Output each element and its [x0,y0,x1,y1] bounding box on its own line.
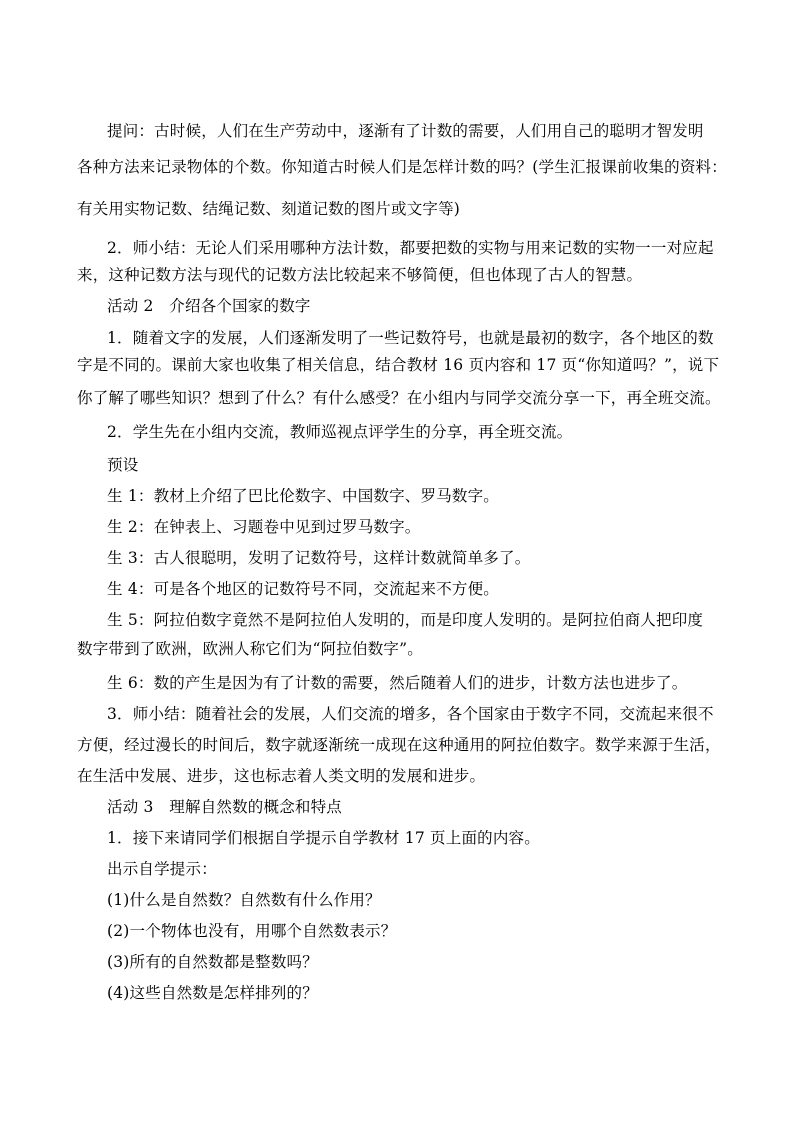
activity-3-heading: 活动 3 理解自然数的概念和特点 [107,798,342,816]
paragraph-question-line-1: 提问：古时候，人们在生产劳动中，逐渐有了计数的需要，人们用自己的聪明才智发明 [107,122,704,140]
paragraph-question-line-3: 有关用实物记数、结绳记数、刻道记数的图片或文字等) [77,200,461,218]
self-study-hint-label: 出示自学提示： [107,860,217,878]
paragraph-question-line-2: 各种方法来记录物体的个数。你知道古时候人们是怎样计数的吗？(学生汇报课前收集的资料： [77,158,727,176]
summary-3-line-1: 3．师小结：随着社会的发展，人们交流的增多，各个国家由于数字不同，交流起来很不 [107,705,714,723]
student-5-line-2: 数字带到了欧洲，欧洲人称它们为“阿拉伯数字”。 [77,640,423,658]
activity-2-item-2: 2．学生先在小组内交流，教师巡视点评学生的分享，再全班交流。 [107,423,573,441]
student-1: 生 1：教材上介绍了巴比伦数字、中国数字、罗马数字。 [107,487,499,505]
activity-2-item-1-line-2: 字是不同的。课前大家也收集了相关信息，结合教材 16 页内容和 17 页“你知道吗？”，说下 [77,356,720,374]
hint-question-2: (2)一个物体也没有，用哪个自然数表示？ [107,922,397,940]
student-6: 生 6：数的产生是因为有了计数的需要，然后随着人们的进步，计数方法也进步了。 [107,674,688,692]
student-5-line-1: 生 5：阿拉伯数字竟然不是阿拉伯人发明的，而是印度人发明的。是阿拉伯商人把印度 [107,611,704,629]
activity-2-heading: 活动 2 介绍各个国家的数字 [107,297,311,315]
student-3: 生 3：古人很聪明，发明了记数符号，这样计数就简单多了。 [107,549,531,567]
hint-question-1: (1)什么是自然数？自然数有什么作用？ [107,891,381,909]
hint-question-4: (4)这些自然数是怎样排列的？ [107,984,318,1002]
activity-2-item-1-line-1: 1．随着文字的发展，人们逐渐发明了一些记数符号，也就是最初的数字，各个地区的数 [107,329,714,347]
activity-2-item-1-line-3: 你了解了哪些知识？想到了什么？有什么感受？在小组内与同学交流分享一下，再全班交流。 [77,389,721,407]
student-4: 生 4：可是各个地区的记数符号不同，交流起来不方便。 [107,580,499,598]
preset-label: 预设 [107,456,139,474]
hint-question-3: (3)所有的自然数都是整数吗？ [107,953,318,971]
summary-3-line-2: 方便，经过漫长的时间后，数字就逐渐统一成现在这种通用的阿拉伯数字。数学来源于生活， [77,736,721,754]
summary-3-line-3: 在生活中发展、进步，这也标志着人类文明的发展和进步。 [77,767,486,785]
summary-1-line-2: 来，这种记数方法与现代的记数方法比较起来不够简便，但也体现了古人的智慧。 [77,266,643,284]
summary-1-line-1: 2．师小结：无论人们采用哪种方法计数，都要把数的实物与用来记数的实物一一对应起 [107,239,714,257]
student-2: 生 2：在钟表上、习题卷中见到过罗马数字。 [107,518,421,536]
activity-3-item-1: 1．接下来请同学们根据自学提示自学教材 17 页上面的内容。 [107,829,540,847]
